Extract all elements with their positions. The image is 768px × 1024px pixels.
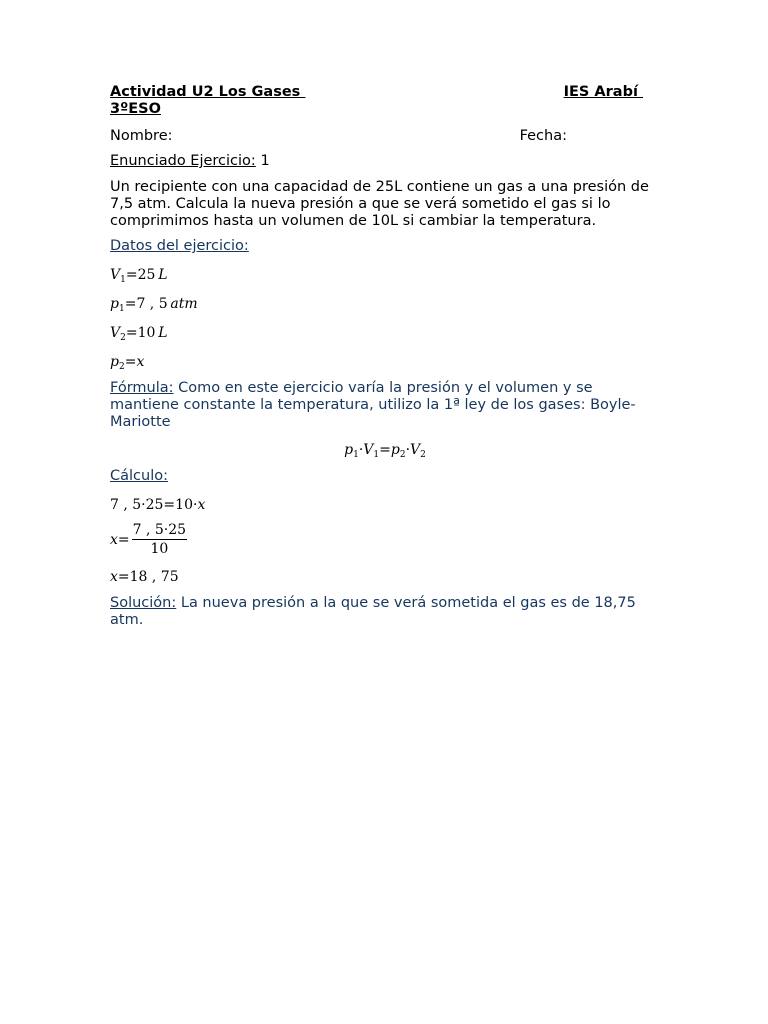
data-item-v1: $V_1=25$ L [110,267,168,285]
fraction-denominator: 10 [150,541,169,557]
exercise-heading [110,153,660,170]
fraction-numerator: 7 , 5·25 [132,522,187,538]
exercise-label: Enunciado Ejercicio: [110,153,256,169]
formula-paragraph [110,380,660,431]
formula-text: Como en este ejercicio varía la presión y el volumen y se mantiene constante la temperatura, utilizo la 1ª ley de los gases: Boyle-Mariotte [110,380,636,430]
activity-title: Actividad U2 Los Gases [110,84,301,100]
exercise-statement: Un recipiente con una capacidad de 25L contiene un gas a una presión de 7,5 atm. Calcula la nueva presión a que se verá sometido el gas si lo comprimimos hasta un volumen de 10L si cambiar la temperatura. [110,179,649,229]
calc-step-2: x = $\frac{7 , 5\cdot 25}{10}$ [110,522,187,557]
calculation-heading: Cálculo: [110,468,168,484]
student-fields-row [110,128,567,144]
data-item-v2: $V_2=10$ L [110,325,168,343]
formula-label: Fórmula: [110,380,174,396]
date-label: Fecha: [519,128,567,144]
solution-text: La nueva presión a la que se verá sometida el gas es de 18,75 atm. [110,595,636,628]
course-line [110,101,643,118]
school-name: IES Arabí [563,84,638,100]
document-header [110,84,643,118]
solution-label: Solución: [110,595,177,611]
calc-step-1: 7 , 5·25=10·x [110,497,206,513]
header-line [110,84,643,101]
document-content [110,84,660,629]
course-name: 3ºESO [110,101,161,117]
boyle-mariotte-equation: $p_1\cdot V_1=p_2\cdot V_2$ [344,442,426,460]
calc-step-3: x=18 , 75 [110,569,179,585]
data-item-p2: $p_2=x$ [110,354,145,372]
solution-paragraph [110,595,660,629]
fraction [132,522,187,557]
data-heading: Datos del ejercicio: [110,238,249,254]
name-label: Nombre: [110,128,173,144]
exercise-number: 1 [260,153,270,169]
data-item-p1: $p_1=7$ , 5 atm [110,296,198,314]
